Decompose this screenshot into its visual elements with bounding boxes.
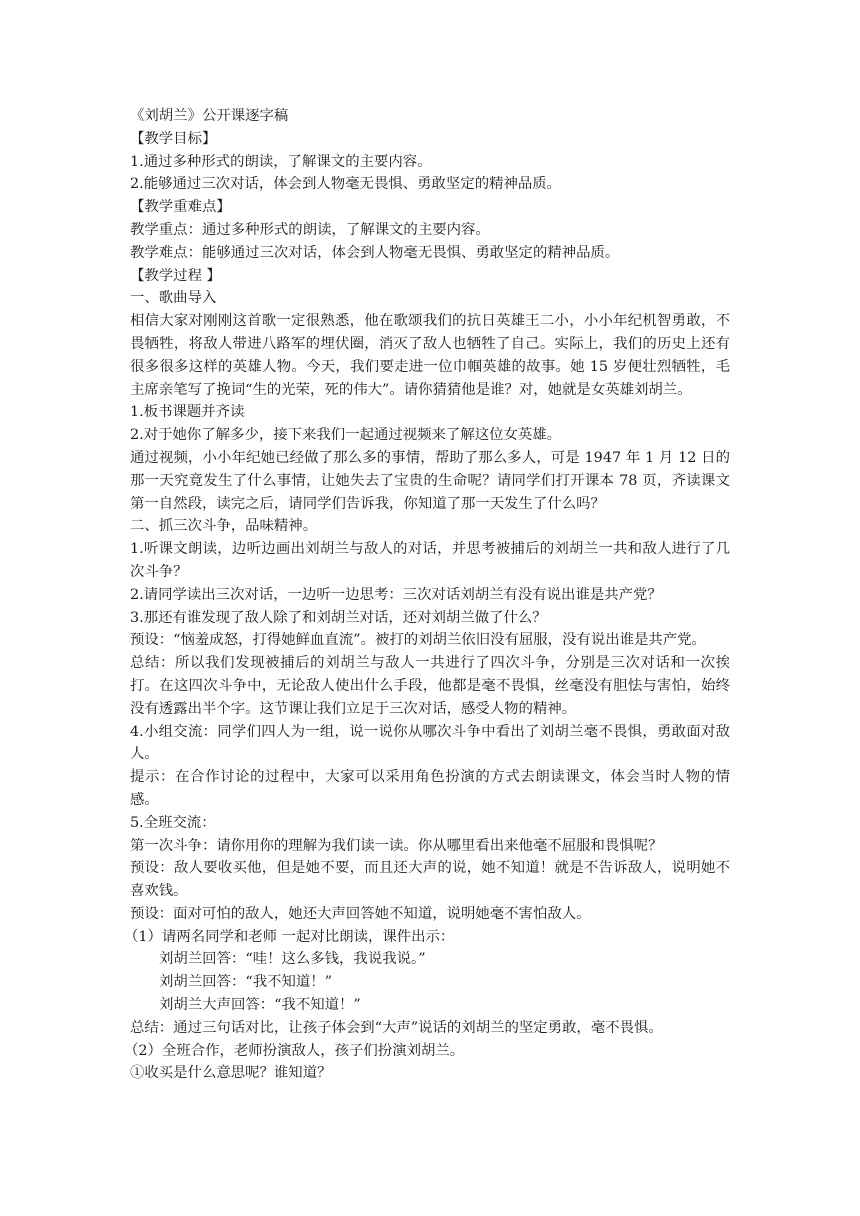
section-heading-key-points: 【教学重难点】 [130, 199, 231, 216]
key-point: 教学重点：通过多种形式的朗读，了解课文的主要内容。 [130, 221, 490, 238]
paragraph: 提示：在合作讨论的过程中，大家可以采用角色扮演的方式去朗读课文，体会当时人物的情感。 [130, 769, 730, 808]
paragraph: 第一次斗争：请你用你的理解为我们读一读。你从哪里看出来他毫不屈服和畏惧呢？ [130, 837, 663, 854]
paragraph: 2.请同学读出三次对话，一边听一边思考：三次对话刘胡兰有没有说出谁是共产党？ [130, 586, 662, 603]
paragraph: 5.全班交流： [130, 814, 216, 831]
paragraph: ①收买是什么意思呢？谁知道？ [130, 1065, 332, 1082]
paragraph: 预设：“恼羞成怒，打得她鲜血直流”。被打的刘胡兰依旧没有屈服，没有说出谁是共产党。 [130, 632, 706, 649]
paragraph: 2.对于她你了解多少，接下来我们一起通过视频来了解这位女英雄。 [130, 427, 562, 444]
quoted-line: 刘胡兰回答：“我不知道！” [159, 974, 333, 991]
goal-item: 1.通过多种形式的朗读，了解课文的主要内容。 [130, 153, 432, 170]
quoted-line: 刘胡兰回答：“哇！这么多钱，我说我说。” [159, 951, 426, 968]
paragraph: 1.板书课题并齐读 [130, 404, 245, 421]
paragraph: 4.小组交流：同学们四人为一组，说一说你从哪次斗争中看出了刘胡兰毫不畏惧，勇敢面对敌人。 [130, 723, 730, 763]
paragraph: 1.听课文朗读，边听边画出刘胡兰与敌人的对话，并思考被捕后的刘胡兰一共和敌人进行了几次斗争？ [130, 541, 730, 580]
difficult-point: 教学难点：能够通过三次对话，体会到人物毫无畏惧、勇敢坚定的精神品质。 [130, 244, 620, 261]
part-heading: 二、抓三次斗争，品味精神。 [130, 518, 318, 535]
document-title: 《刘胡兰》公开课逐字稿 [130, 108, 289, 124]
quoted-line: 刘胡兰大声回答：“我不知道！” [159, 997, 361, 1014]
paragraph: 3.那还有谁发现了敌人除了和刘胡兰对话，还对刘胡兰做了什么？ [130, 609, 547, 626]
paragraph: 相信大家对刚刚这首歌一定很熟悉，他在歌颂我们的抗日英雄王二小，小小年纪机智勇敢，不畏牺牲，将敌人带进八路军的埋伏圈，消灭了敌人也牺牲了自己。实际上，我们的历史上还有很多很多这样的英雄人物。今天，我们要走进一位巾帼英雄的故事。她 15 岁便壮烈牺牲，毛主席亲笔写了挽词“生的光荣，死的伟大”。请你猜猜他是谁？对，她就是女英雄刘胡兰。 [130, 313, 730, 398]
paragraph: 总结：所以我们发现被捕后的刘胡兰与敌人一共进行了四次斗争，分别是三次对话和一次挨打。在这四次斗争中，无论敌人使出什么手段，他都是毫不畏惧，丝毫没有胆怯与害怕，始终没有透露出半个字。这节课让我们立足于三次对话，感受人物的精神。 [130, 655, 730, 717]
paragraph: 预设：面对可怕的敌人，她还大声回答她不知道，说明她毫不害怕敌人。 [130, 905, 591, 922]
section-heading-process: 【教学过程 】 [130, 267, 221, 284]
section-heading-goals: 【教学目标】 [130, 130, 217, 147]
goal-item: 2.能够通过三次对话，体会到人物毫无畏惧、勇敢坚定的精神品质。 [130, 176, 562, 193]
part-heading: 一、歌曲导入 [130, 290, 217, 307]
paragraph: 通过视频，小小年纪她已经做了那么多的事情，帮助了那么多人，可是 1947 年 1 月 12 日的那一天究竟发生了什么事情，让她失去了宝贵的生命呢？请同学们打开课本 78 页，齐读课文第一自然段，读完之后，请同学们告诉我，你知道了那一天发生了什么吗？ [130, 449, 730, 512]
paragraph: 预设：敌人要收买他，但是她不要，而且还大声的说，她不知道！就是不告诉敌人，说明她不喜欢钱。 [130, 860, 730, 900]
sub-step: （1）请两名同学和老师 一起对比朗读，课件出示： [124, 928, 455, 945]
sub-step: （2）全班合作，老师扮演敌人，孩子们扮演刘胡兰。 [124, 1042, 465, 1059]
paragraph: 总结：通过三句话对比，让孩子体会到“大声”说话的刘胡兰的坚定勇敢，毫不畏惧。 [130, 1019, 663, 1036]
document-page [124, 105, 730, 1085]
